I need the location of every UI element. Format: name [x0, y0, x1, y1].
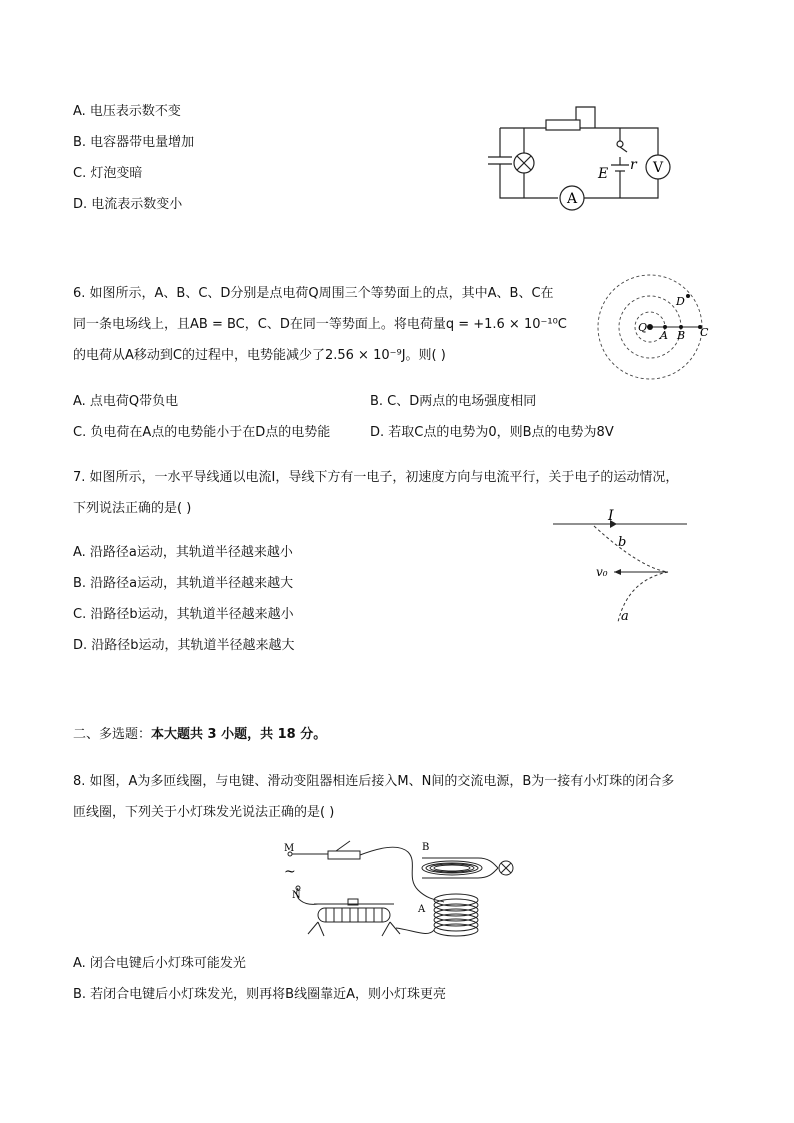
q6-label-D: D [676, 295, 685, 308]
q5-circuit-figure [480, 95, 680, 220]
q7-label-current: I [608, 508, 614, 524]
q8-label-tilde: ~ [284, 864, 296, 880]
q8-label-A: A [418, 904, 426, 915]
section2-header [73, 726, 326, 744]
q7-option-b: B. 沿路径a运动，其轨道半径越来越大 [73, 576, 294, 591]
q5-option-b: B. 电容器带电量增加 [73, 135, 195, 150]
q8-option-a: A. 闭合电键后小灯珠可能发光 [73, 956, 246, 971]
q7-stem-line1: 7. 如图所示，一水平导线通以电流I，导线下方有一电子，初速度方向与电流平行，关于电子的运动情况， [73, 470, 679, 485]
q7-option-c: C. 沿路径b运动，其轨道半径越来越小 [73, 607, 294, 622]
q6-stem-line3: 的电荷从A移动到C的过程中，电势能减少了2.56 × 10⁻⁹J。则( ) [73, 348, 446, 363]
q6-label-A: A [660, 329, 668, 342]
emf-label: E [598, 166, 609, 182]
q8-option-b: B. 若闭合电键后小灯珠发光，则再将B线圈靠近A，则小灯珠更亮 [73, 987, 446, 1002]
q7-label-b: b [618, 535, 627, 550]
q8-coil-apparatus-figure [278, 838, 520, 950]
q7-option-d: D. 沿路径b运动，其轨道半径越来越大 [73, 638, 295, 653]
q6-label-C: C [700, 326, 709, 339]
q8-label-N: N [292, 890, 301, 901]
resistance-label: r [630, 157, 637, 173]
q6-label-Q: Q [638, 321, 648, 334]
q7-option-a: A. 沿路径a运动，其轨道半径越来越小 [73, 545, 293, 560]
q8-stem-line2: 匝线圈，下列关于小灯珠发光说法正确的是( ) [73, 805, 335, 820]
ammeter-label: A [566, 191, 578, 207]
section2-prefix: 二、多选题： [73, 727, 152, 742]
q6-option-c: C. 负电荷在A点的电势能小于在D点的电势能 [73, 425, 331, 440]
q8-label-M: M [284, 843, 295, 854]
q6-label-B: B [677, 329, 686, 342]
section2-title: 本大题共 3 小题，共 18 分。 [151, 727, 327, 742]
q5-option-d: D. 电流表示数变小 [73, 197, 183, 212]
q7-stem-line2: 下列说法正确的是( ) [73, 501, 192, 516]
q6-stem-line1: 6. 如图所示，A、B、C、D分别是点电荷Q周围三个等势面上的点，其中A、B、C在 [73, 286, 554, 301]
q6-stem-line2: 同一条电场线上，且AB = BC，C、D在同一等势面上。将电荷量q = +1.6 × 10⁻¹⁰C [73, 317, 567, 332]
voltmeter-label: V [652, 160, 664, 176]
q8-stem-line1: 8. 如图，A为多匝线圈，与电键、滑动变阻器相连后接入M、N间的交流电源，B为一接有小灯珠的闭合多 [73, 774, 675, 789]
q8-label-B: B [422, 842, 430, 853]
q5-option-a: A. 电压表示数不变 [73, 104, 181, 119]
q7-label-v0: v₀ [596, 565, 608, 579]
q6-equipotential-figure [598, 272, 720, 384]
q6-option-a: A. 点电荷Q带负电 [73, 394, 179, 409]
q7-electron-path-figure [550, 508, 690, 626]
q5-option-c: C. 灯泡变暗 [73, 166, 143, 181]
rheostat [546, 120, 580, 130]
q6-option-b: B. C、D两点的电场强度相同 [370, 394, 537, 409]
q7-label-a: a [621, 609, 629, 624]
q6-option-d: D. 若取C点的电势为0，则B点的电势为8V [370, 425, 614, 440]
